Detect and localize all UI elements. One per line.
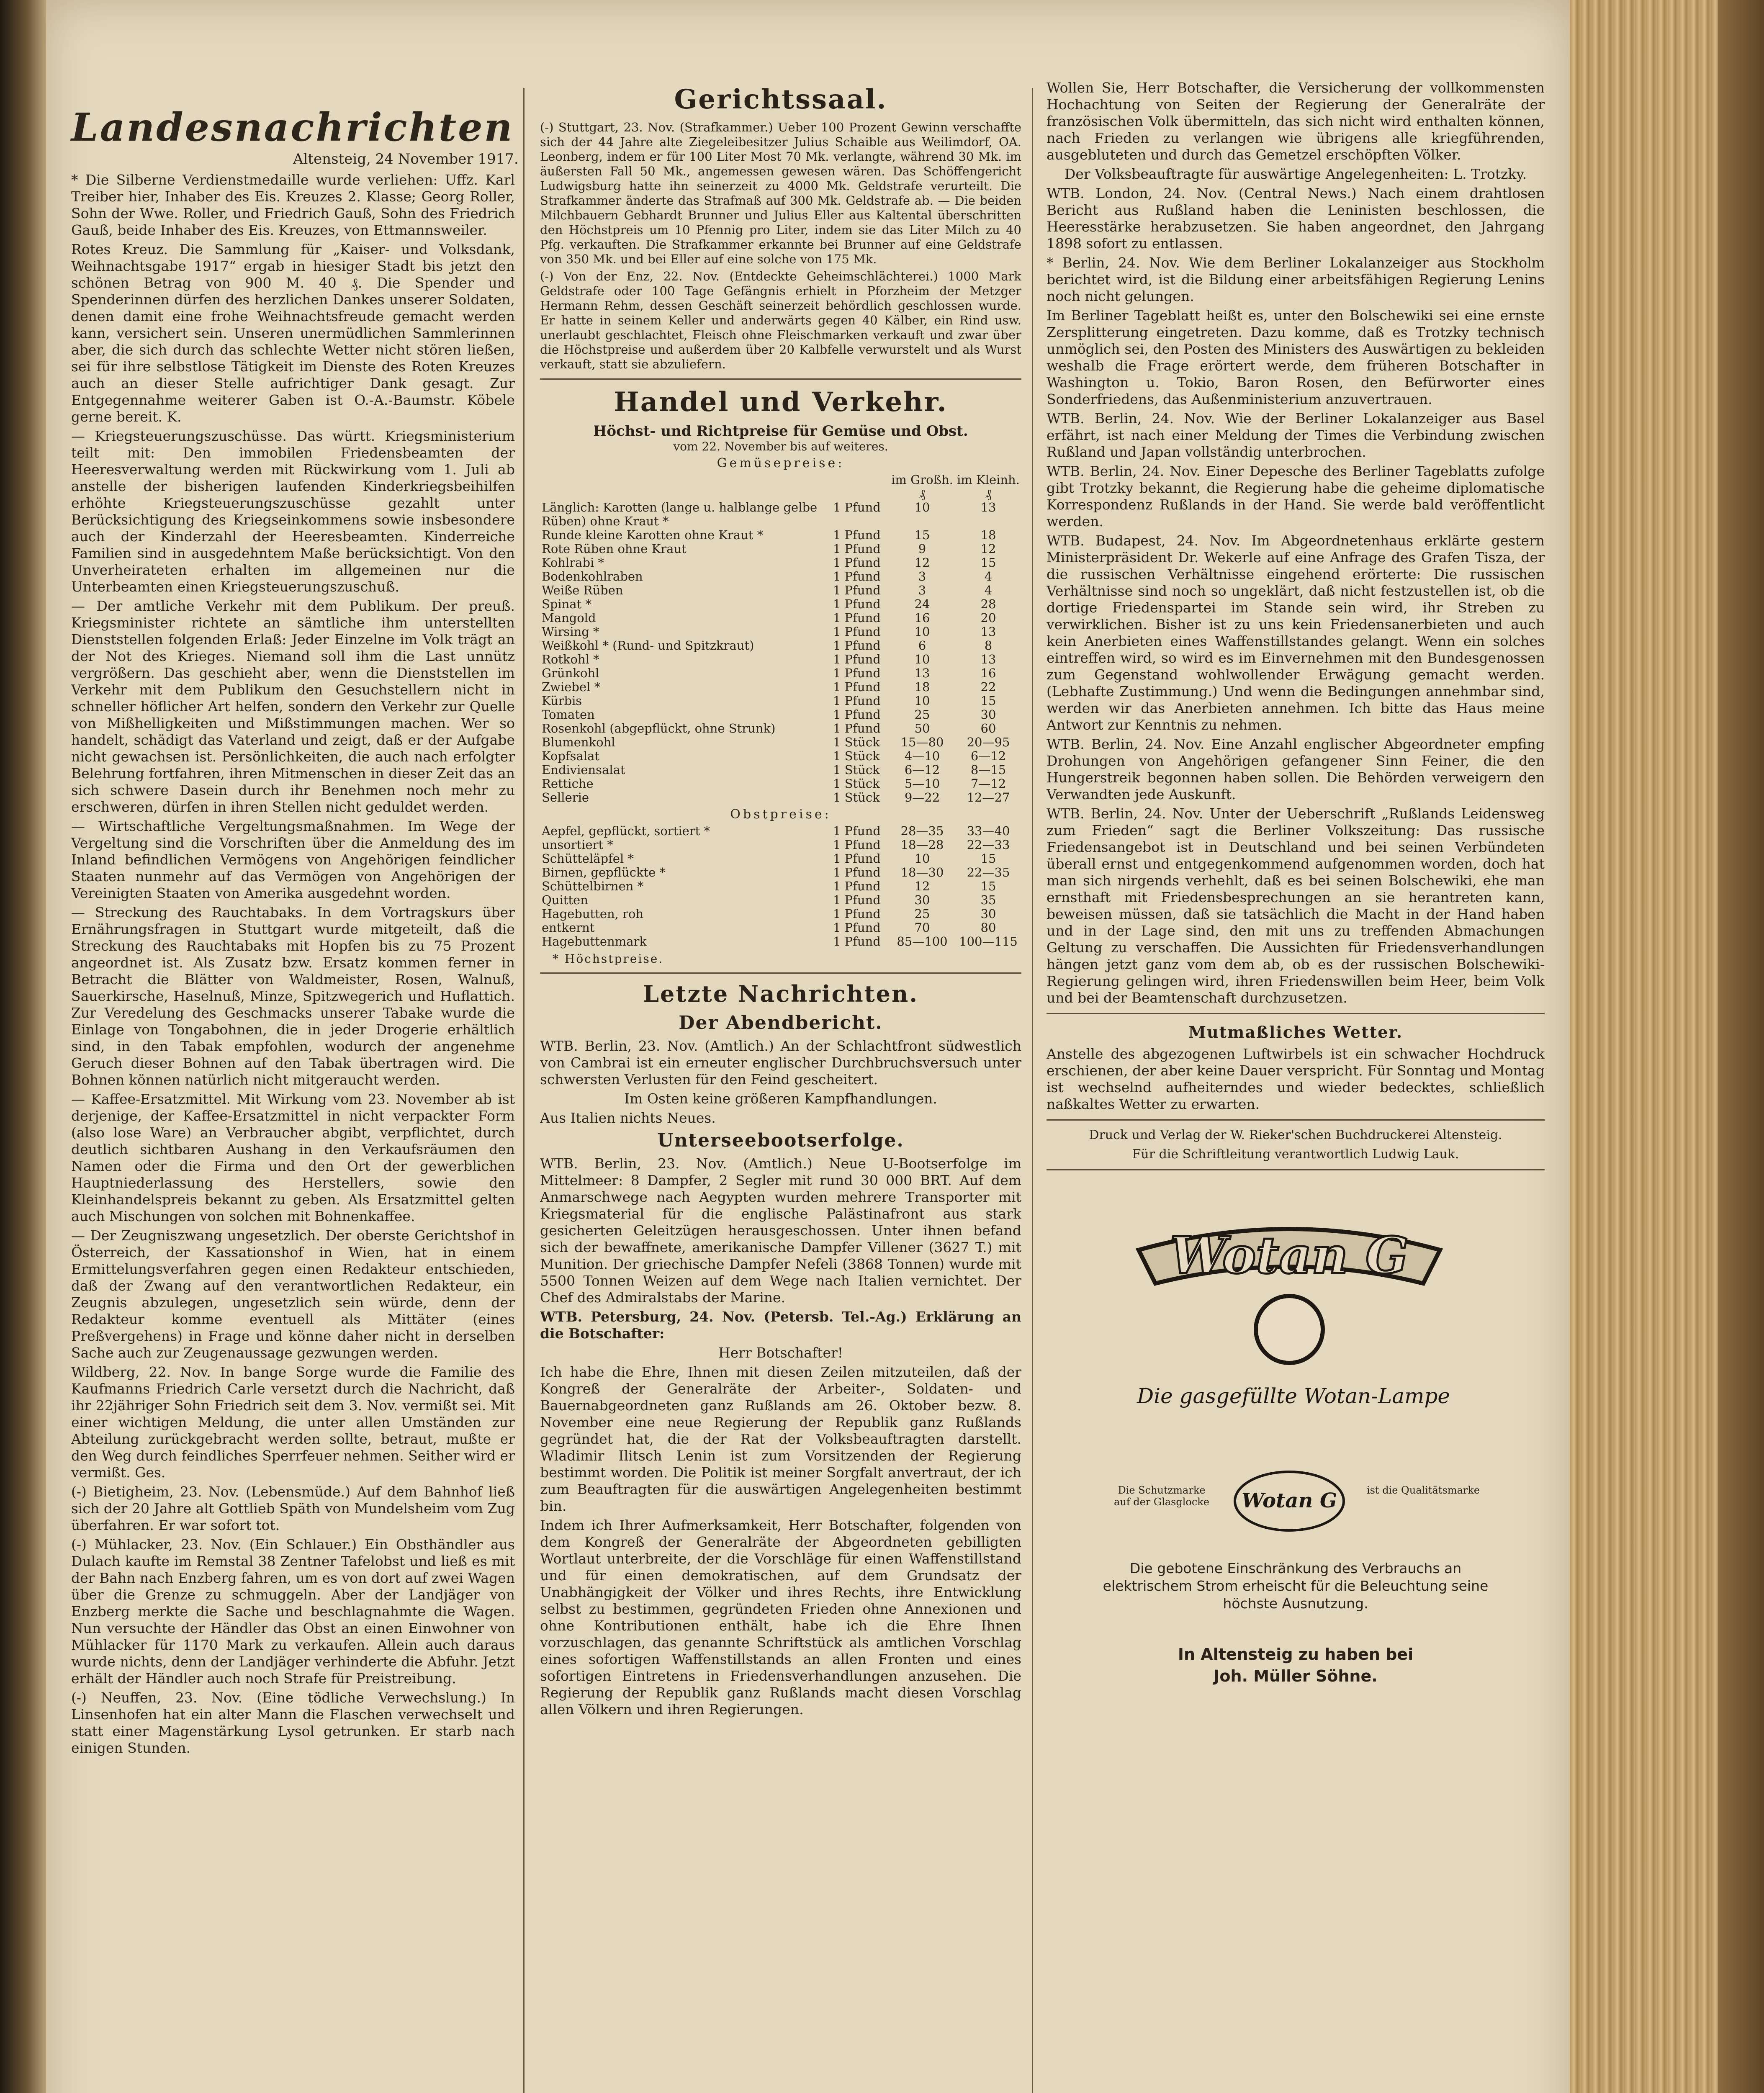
table-row <box>540 542 1021 556</box>
price-cell-unit: 1 Pfund <box>833 652 881 666</box>
newspaper-page <box>46 0 1570 2093</box>
price-cell-r: 12—27 <box>967 790 1010 805</box>
uboat-article-5: Indem ich Ihrer Aufmerksamkeit, Herr Botschafter, folgenden von dem Kongreß der Generalräte der Abgeordneten gebilligten Wortlaut unterbreite, der die Vorschläge für einen Waffenstillstand und für einen demokratischen, auf dem Grundsatz der Unabhängigkeit der Völker und ihres Rechts, ihre Entwicklung selbst zu bestimmen, gegründeten Frieden ohne Annexionen und ohne Kontributionen enthält, habe ich die Ehre Ihnen vorzuschlagen, das genannte Schriftstück als amtlichen Vorschlag eines sofortigen Waffenstillstands an allen Fronten und eines sofortigen Eintretens in Friedensverhandlungen anzusehen. Die Regierung der Republik ganz Rußlands macht diesen Vorschlag allen Völkern und ihren Regierungen. <box>540 1517 1021 1718</box>
price-cell-w: 12 <box>914 555 930 570</box>
column-local-news <box>71 172 515 2093</box>
trademark-right-text: ist die Qualitätsmarke <box>1366 1484 1480 1496</box>
price-cell-w: 18 <box>914 680 930 694</box>
evening-report-heading: Der Abendbericht. <box>679 1012 883 1034</box>
price-cell-unit: 1 Stück <box>833 790 880 805</box>
price-cell-unit: 1 Pfund <box>833 721 881 735</box>
table-row <box>540 824 1021 838</box>
price-cell-unit: 1 Pfund <box>833 625 881 639</box>
price-cell-r: 13 <box>980 625 996 639</box>
price-cell-r: 18 <box>980 528 996 542</box>
price-cell-unit: 1 Pfund <box>833 555 881 570</box>
price-cell-unit: 1 Pfund <box>833 680 881 694</box>
price-cell-name: Zwiebel * <box>542 680 601 694</box>
latest-news-heading: Letzte Nachrichten. <box>643 980 918 1007</box>
price-cell-r: 15 <box>980 555 996 570</box>
wotan-logo <box>1130 1200 1448 1376</box>
telegram-3: WTB. London, 24. Nov. (Central News.) Nach einem drahtlosen Bericht aus Rußland haben die Leninisten beschlossen, die Heeresstärke herabzusetzen. Sie haben angeordnet, den Jahrgang 1898 sofort zu entlassen. <box>1047 185 1545 252</box>
price-cell-unit: 1 Pfund <box>833 907 881 921</box>
price-cell-w: 10 <box>914 500 930 514</box>
prices-date: vom 22. November bis auf weiteres. <box>673 440 888 453</box>
price-cell-w: 3 <box>918 583 926 597</box>
price-cell-r: 13 <box>980 500 996 514</box>
price-cell-unit: 1 Pfund <box>833 597 881 611</box>
table-row <box>540 653 1021 666</box>
price-cell-name: Birnen, gepflückte * <box>542 865 666 879</box>
price-cell-r: 12 <box>980 542 996 556</box>
price-cell-name: Rosenkohl (abgepflückt, ohne Strunk) <box>542 721 776 735</box>
price-cell-name: entkernt <box>542 921 595 935</box>
price-cell-unit: 1 Pfund <box>833 824 881 838</box>
table-row <box>540 893 1021 907</box>
table-row <box>540 584 1021 597</box>
weather-text: Anstelle des abgezogenen Luftwirbels ist ein schwacher Hochdruck erschienen, der aber keine Dauer verspricht. Für Sonntag und Montag ist wechselnd aufheiterndes und wieder bedecktes, schließlich naßkaltes Wetter zu erwarten. <box>1047 1046 1545 1112</box>
price-cell-unit: 1 Pfund <box>833 707 881 722</box>
book-page-edges <box>1570 0 1764 2093</box>
divider <box>1047 1169 1545 1170</box>
table-row <box>540 680 1021 694</box>
price-cell-r: 7—12 <box>970 777 1006 791</box>
price-cell-name: Schüttelbirnen * <box>542 879 644 893</box>
price-cell-r: 8 <box>984 638 993 653</box>
price-cell-w: 70 <box>914 921 930 935</box>
uboat-article-4: Ich habe die Ehre, Ihnen mit diesen Zeilen mitzuteilen, daß der Kongreß der Generalräte der Arbeiter-, Soldaten- und Bauernabgeordneten ganz Rußlands am 26. Oktober bezw. 8. November eine neue Regierung der Republik ganz Rußlands gegründet hat, die der Rat der Volksbeauftragten darstellt. Wladimir Ilitsch Lenin ist zum Vorsitzenden der Regierung bestimmt worden. Die Politik ist meiner Sorgfalt anvertraut, der ich zum Beauftragten für die auswärtigen Angelegenheiten bestimmt bin. <box>540 1364 1021 1514</box>
article-local-2: Rotes Kreuz. Die Sammlung für „Kaiser- und Volksdank, Weihnachtsgabe 1917“ ergab in hiesiger Stadt bis jetzt den schönen Betrag von 900 M. 40 ₰. Die Spender und Spenderinnen dürfen des herzlichen Dankes unserer Soldaten, denen damit eine frohe Weihnachtsfreude gemacht werden kann, versichert sein. Unseren unermüdlichen Sammlerinnen aber, die sich durch das schlechte Wetter nicht stören ließen, sei für ihre selbstlose Tätigkeit im Dienste des Roten Kreuzes auch an dieser Stelle aufrichtiger Dank gesagt. Zur Entgegennahme weiterer Gaben ist O.-A.-Baumstr. Köbele gerne bereit. K. <box>71 241 515 425</box>
price-cell-name: Länglich: Karotten (lange u. halblange gelbe Rüben) ohne Kraut * <box>542 500 818 528</box>
price-cell-name: Weiße Rüben <box>542 583 623 597</box>
ad-notice: Die gebotene Einschränkung des Verbrauchs an elektrischem Strom erheischt für die Beleuchtung seine höchste Ausnutzung. <box>1103 1560 1489 1612</box>
trademark-left-text: Die Schutzmarke auf der Glasglocke <box>1113 1484 1210 1508</box>
table-row <box>540 597 1021 611</box>
price-cell-r: 4 <box>984 569 993 584</box>
price-cell-w: 28—35 <box>900 824 944 838</box>
table-row <box>540 852 1021 866</box>
weather-heading: Mutmaßliches Wetter. <box>1188 1023 1403 1041</box>
wotan-caption: Die gasgefüllte Wotan-Lampe <box>1137 1384 1450 1408</box>
article-local-1: * Die Silberne Verdienstmedaille wurde verliehen: Uffz. Karl Treiber hier, Inhaber des Eis. Kreuzes 2. Klasse; Georg Roller, Sohn der Wwe. Roller, und Friedrich Gauß, Sohn des Friedrich Gauß, beide Inhaber des Eis. Kreuzes, von Ettmannsweiler. <box>71 172 515 238</box>
price-cell-w: 15 <box>914 528 930 542</box>
price-cell-w: 16 <box>914 611 930 625</box>
table-row <box>540 749 1021 763</box>
veg-prices-label: Gemüsepreise: <box>717 456 845 471</box>
telegram-7: WTB. Berlin, 24. Nov. Einer Depesche des Berliner Tageblatts zufolge gibt Trotzky bekannt, die Regierung habe die geheime diplomatische Korrespondenz Rußlands in der Hand. Sie werde bald veröffentlicht werden. <box>1047 463 1545 530</box>
court-heading: Gerichtssaal. <box>674 84 887 115</box>
price-cell-name: Quitten <box>542 893 588 907</box>
evening-article-1: WTB. Berlin, 23. Nov. (Amtlich.) An der Schlachtfront südwestlich von Cambrai ist ein erneuter englischer Durchbruchsversuch unter schwersten Verlusten für den Feind gescheitert. <box>540 1038 1021 1088</box>
table-row <box>540 666 1021 680</box>
table-row <box>540 611 1021 625</box>
table-row <box>540 935 1021 949</box>
price-cell-w: 25 <box>914 907 930 921</box>
trademark-badge-text: Wotan G <box>1242 1489 1337 1512</box>
telegram-4: * Berlin, 24. Nov. Wie dem Berliner Lokalanzeiger aus Stockholm berichtet wird, ist die Bildung einer arbeitsfähigen Regierung Lenins noch nicht gelungen. <box>1047 255 1545 304</box>
article-local-8: — Der Zeugniszwang ungesetzlich. Der oberste Gerichtshof in Österreich, der Kassationshof in Wien, hat in einem Ermittelungsverfahren gegen einen Redakteur entschieden, daß der Zwang auf den verantwortlichen Redakteur, ein Zeugnis abzulegen, ungesetzlich sein würde, denn der Redakteur komme eventuell als Mittäter (eines Preßvergehens) in Frage und könne daher nicht in derselben Sache auch zur Zeugenaussage gezwungen werden. <box>71 1227 515 1361</box>
ad-shop-line2: Joh. Müller Söhne. <box>1214 1667 1378 1685</box>
price-cell-name: Runde kleine Karotten ohne Kraut * <box>542 528 764 542</box>
telegram-2: Der Volksbeauftragte für auswärtige Angelegenheiten: L. Trotzky. <box>1064 166 1527 182</box>
price-cell-name: Hagebutten, roh <box>542 907 644 921</box>
table-row <box>540 556 1021 570</box>
column-rule-1 <box>523 88 525 2093</box>
fruit-prices-label: Obstpreise: <box>730 807 831 822</box>
scan-binding-shadow <box>0 0 46 2093</box>
price-cell-unit: 1 Pfund <box>833 838 881 852</box>
price-cell-r: 16 <box>980 666 996 680</box>
column-telegrams-ads <box>1047 80 1545 2093</box>
price-cell-name: Mangold <box>542 611 596 625</box>
price-cell-w: 85—100 <box>897 934 948 949</box>
price-cell-w: 5—10 <box>904 777 940 791</box>
price-cell-name: Rettiche <box>542 777 594 791</box>
article-local-3: — Kriegsteuerungszuschüsse. Das württ. Kriegsministerium teilt mit: Den immobilen Friedensbeamten der Heeresverwaltung werden mit Rückwirkung vom 1. Juli ab anstelle der bisherigen laufenden Kinderkriegsbeihilfen erhöhte Kriegsteuerungszuschüsse gezahlt unter Berücksichtigung des Kriegseinkommens sowie insbesondere auch der Kinderzahl der Heeresbeamten. Kinderreiche Familien sind in ausgedehntem Maße berücksichtigt. Von den Unverheirateten erhalten im allgemeinen nur die Unterbeamten einen Kriegsteuerungszuschuß. <box>71 428 515 595</box>
price-cell-w: 10 <box>914 625 930 639</box>
masthead-dateline: Altensteig, 24 November 1917. <box>293 151 519 167</box>
price-cell-name: unsortiert * <box>542 838 613 852</box>
price-cell-unit: 1 Pfund <box>833 893 881 907</box>
prices-note: * Höchstpreise. <box>553 952 664 966</box>
table-row <box>540 735 1021 749</box>
price-cell-name: Kohlrabi * <box>542 555 604 570</box>
uboat-article-3: Herr Botschafter! <box>718 1345 843 1361</box>
article-local-7: — Kaffee-Ersatzmittel. Mit Wirkung vom 23. November ab ist derjenige, der Kaffee-Ersatzmittel in nicht verpackter Form (also lose Ware) an Verbraucher abgibt, verpflichtet, durch deutlich sichtbaren Aushang in den Verkaufsräumen den Namen oder die Firma und den Ort der gewerblichen Hauptniederlassung des Herstellers, sowie den Kleinhandelspreis bekannt zu geben. Als Ersatzmittel gelten auch Mischungen von solchen mit Bohnenkaffee. <box>71 1091 515 1224</box>
price-cell-r: 30 <box>980 707 996 722</box>
price-cell-r: 33—40 <box>967 824 1010 838</box>
price-cell-r: 30 <box>980 907 996 921</box>
table-row <box>540 694 1021 708</box>
table-row <box>540 639 1021 653</box>
price-cell-name: Hagebuttenmark <box>542 934 647 949</box>
table-row <box>540 879 1021 893</box>
price-cell-name: Spinat * <box>542 597 592 611</box>
trade-heading: Handel und Verkehr. <box>614 386 948 418</box>
wotan-logo-bulb <box>1256 1296 1323 1363</box>
trademark-badge-icon <box>1227 1463 1352 1539</box>
price-cell-name: Weißkohl * (Rund- und Spitzkraut) <box>542 638 754 653</box>
prices-title: Höchst- und Richtpreise für Gemüse und Obst. <box>593 423 968 440</box>
weather-box <box>1047 1023 1545 1113</box>
uboat-article-1: WTB. Berlin, 23. Nov. (Amtlich.) Neue U-Bootserfolge im Mittelmeer: 8 Dampfer, 2 Segler mit rund 30 000 BRT. Auf dem Anmarschwege nach Aegypten wurden mehrere Transporter mit Kriegsmaterial für die englische Palästinafront aus stark gesicherten Geleitzügen herausgeschossen. Unter ihnen befand sich der bewaffnete, amerikanische Dampfer Villener (3627 T.) mit Munition. Der griechische Dampfer Nefeli (3868 Tonnen) wurde mit 5500 Tonnen Weizen auf dem Wege nach Italien vernichtet. Der Chef des Admiralstabs der Marine. <box>540 1155 1021 1306</box>
table-row <box>540 708 1021 722</box>
divider <box>1047 1119 1545 1121</box>
price-cell-unit: 1 Stück <box>833 763 880 777</box>
column-rule-2 <box>1032 88 1033 2093</box>
price-cell-w: 9 <box>918 542 926 556</box>
trademark-line <box>1097 1459 1494 1543</box>
vegetable-price-table <box>540 473 1021 805</box>
price-cell-name: Tomaten <box>542 707 595 722</box>
price-cell-r: 60 <box>980 721 996 735</box>
table-row <box>540 838 1021 852</box>
price-cell-unit: 1 Stück <box>833 777 880 791</box>
price-cell-w: 6 <box>918 638 926 653</box>
table-row <box>540 570 1021 584</box>
price-cell-w: 6—12 <box>904 763 940 777</box>
telegram-9: WTB. Berlin, 24. Nov. Eine Anzahl englischer Abgeordneter empfing Drohungen von Angehörigen gefangener Sinn Feiner, die den Hungerstreik begonnen haben sollen. Die Behörden verweigern den Verwandten jede Auskunft. <box>1047 736 1545 802</box>
price-cell-unit: 1 Pfund <box>833 879 881 893</box>
price-cell-r: 20—95 <box>967 735 1010 749</box>
price-cell-r: 6—12 <box>970 749 1006 763</box>
table-row <box>540 763 1021 777</box>
price-cell-unit: 1 Pfund <box>833 500 881 514</box>
divider <box>540 972 1021 974</box>
wotan-lamp-advertisement <box>1047 1183 1545 1748</box>
price-cell-r: 13 <box>980 652 996 666</box>
price-cell-unit: 1 Pfund <box>833 851 881 866</box>
evening-article-2: Im Osten keine größeren Kampfhandlungen. <box>624 1090 937 1107</box>
price-cell-r: 80 <box>980 921 996 935</box>
price-cell-w: 13 <box>914 666 930 680</box>
telegram-10: WTB. Berlin, 24. Nov. Unter der Ueberschrift „Rußlands Leidensweg zum Frieden“ sagt die Berliner Volkszeitung: Das russische Friedensangebot ist in Deutschland und bei seinen Verbündeten überall ernst und entgegenkommend aufgenommen worden, doch hat man sich nirgends verhehlt, daß es bei seinen Bolschewiki, ehe man ernsthaft mit Friedensbesprechungen an sie herantreten kann, beweisen müssen, daß sie tatsächlich die Macht in der Hand haben und in der Lage sind, den mit uns zu treffenden Abmachungen Geltung zu verschaffen. Die Aussichten für Friedensverhandlungen hängen jetzt ganz vom dem ab, ob es der russischen Bolschewiki-Regierung gelingen wird, ihren Friedenswillen beim Heer, beim Volk und bei der Beamtenschaft durchzusetzen. <box>1047 805 1545 1006</box>
article-local-9: Wildberg, 22. Nov. In bange Sorge wurde die Familie des Kaufmanns Friedrich Carle versetzt durch die Nachricht, daß ihr 22jähriger Sohn Friedrich seit dem 3. Nov. vermißt sei. Mit einer wichtigen Meldung, die unter allen Umständen zur Abteilung zurückgebracht werden sollte, betraut, mußte er den Weg durch feindliches Sperrfeuer nehmen. Seither wird er vermißt. Ges. <box>71 1364 515 1481</box>
article-local-11: (-) Mühlacker, 23. Nov. (Ein Schlauer.) Ein Obsthändler aus Dulach kaufte im Remstal 38 Zentner Tafelobst und ließ es mit der Bahn nach Enzberg fahren, um es von dort auf zwei Wagen über die Grenze zu schmuggeln. Aber der Landjäger von Enzberg merkte die Sache und beschlagnahmte die Wagen. Nun versuchte der Händler das Obst an einen Einwohner von Mühlacker für 1170 Mark zu verkaufen. Allein auch daraus wurde nichts, denn der Landjäger verhinderte die Abfuhr. Jetzt erhält der Händler auch noch Strafe für Preistreibung. <box>71 1536 515 1687</box>
price-cell-unit: 1 Stück <box>833 749 880 763</box>
price-cell-r: 4 <box>984 583 993 597</box>
price-cell-unit: 1 Pfund <box>833 638 881 653</box>
telegram-5: Im Berliner Tageblatt heißt es, unter den Bolschewiki sei eine ernste Zersplitterung eingetreten. Dazu komme, daß es Trotzky technisch unmöglich sei, den Posten des Ministers des Auswärtigen zu bekleiden weshalb die Frage erörtert werde, dem früheren Botschafter in Washington u. Tokio, Baron Rosen, den Befürworter eines Sonderfriedens, das Außenministerium anzuvertrauen. <box>1047 307 1545 407</box>
price-cell-w: 10 <box>914 851 930 866</box>
price-cell-unit: 1 Pfund <box>833 569 881 584</box>
price-cell-r: 22 <box>980 680 996 694</box>
wotan-logo-text: Wotan G <box>1170 1226 1409 1285</box>
price-cell-w: 18—30 <box>900 865 944 879</box>
price-cell-r: 22—35 <box>967 865 1010 879</box>
article-local-4: — Der amtliche Verkehr mit dem Publikum. Der preuß. Kriegsminister richtete an sämtliche ihm unterstellten Dienststellen folgenden Erlaß: Jeder Einzelne im Volk trägt an der Not des Krieges. Niemand soll ihm die Last unnütz vergrößern. Das geschieht aber, wenn die Dienststellen im Verkehr mit dem Publikum den Gesuchstellern nicht in schneller höflicher Art helfen, sondern den Verkehr zur Quelle von Mißhelligkeiten und Mißstimmungen machen. Wer so handelt, schädigt das Vaterland und zeigt, daß er der Aufgabe nicht gewachsen ist. Persönlichkeiten, die auch nach erfolgter Belehrung fortfahren, ihren Mitmenschen in dieser Zeit das an sich schwere Dasein durch ihr Benehmen noch mehr zu erschweren, dürfen in ihren Stellen nicht geduldet werden. <box>71 598 515 815</box>
price-cell-w: 15—80 <box>900 735 944 749</box>
price-cell-unit: 1 Stück <box>833 735 880 749</box>
price-cell-name: Aepfel, gepflückt, sortiert * <box>542 824 710 838</box>
price-cell-w: 18—28 <box>900 838 944 852</box>
price-cell-name: Kürbis <box>542 694 582 708</box>
article-local-6: — Streckung des Rauchtabaks. In dem Vortragskurs über Ernährungsfragen in Stuttgart wurde mitgeteilt, daß die Streckung des Rauchtabaks mit Hopfen bis zu 75 Prozent angeordnet ist. Als Zusatz bzw. Ersatz kommen ferner in Betracht die Blätter von Waldmeister, Rosen, Walnuß, Sauerkirsche, Haselnuß, Minze, Spitzwegerich und Huflattich. Zur Veredelung des Geschmacks unserer Tabake wurde die Einlage von Tongabohnen, die in jeder Drogerie erhältlich sind, in den Tabak empfohlen, wodurch der angenehme Geruch dieser Bohnen auf den Tabak übertragen wird. Die Bohnen können natürlich nicht mitgeraucht werden. <box>71 904 515 1088</box>
telegram-6: WTB. Berlin, 24. Nov. Wie der Berliner Lokalanzeiger aus Basel erfährt, ist nach einer Meldung der Times die Verbindung zwischen Rußland und Japan vollständig unterbrochen. <box>1047 410 1545 460</box>
price-cell-r: 8—15 <box>970 763 1006 777</box>
price-cell-name: Kopfsalat <box>542 749 600 763</box>
price-cell-name: Rote Rüben ohne Kraut <box>542 542 687 556</box>
price-cell-name: Schütteläpfel * <box>542 851 634 866</box>
price-cell-w: 12 <box>914 879 930 893</box>
price-cell-w: 9—22 <box>904 790 940 805</box>
price-cell-unit: 1 Pfund <box>833 921 881 935</box>
price-cell-unit: 1 Pfund <box>833 865 881 879</box>
col-wholesale-header: im Großh. ₰ <box>891 473 953 501</box>
price-cell-r: 28 <box>980 597 996 611</box>
price-cell-name: Wirsing * <box>542 625 599 639</box>
table-row <box>540 625 1021 639</box>
price-cell-w: 3 <box>918 569 926 584</box>
article-local-12: (-) Neuffen, 23. Nov. (Eine tödliche Verwechslung.) In Linsenhofen hat ein alter Mann die Flaschen verwechselt und statt einer Magenstärkung Lysol getrunken. Er starb nach einigen Stunden. <box>71 1689 515 1756</box>
telegram-8: WTB. Budapest, 24. Nov. Im Abgeordnetenhaus erklärte gestern Ministerpräsident Dr. Wekerle auf eine Anfrage des Grafen Tisza, der die russischen Verhältnisse eingehend erörterte: Die russischen Verhältnisse sind noch so ungeklärt, daß nicht festzustellen ist, ob die dortige Friedenspartei im Stande sein wird, ihr Streben zu verwirklichen. Bisher ist zu uns kein Friedensanerbieten und auch kein Anerbieten eines Waffenstillstandes gelangt. Wenn ein solches eintreffen wird, so wird es im Einvernehmen mit den Bundesgenossen zum Gegenstand wohlwollender Erwägung gemacht werden. (Lebhafte Zustimmung.) Und wenn die Bedingungen annehmbar sind, werden wir das Anerbieten annehmen. Ich bitte das Haus meine Antwort zur Kenntnis zu nehmen. <box>1047 532 1545 733</box>
masthead-title: Landesnachrichten <box>71 105 514 150</box>
court-article-2: (-) Von der Enz, 22. Nov. (Entdeckte Geheimschlächterei.) 1000 Mark Geldstrafe oder 100 Tage Gefängnis erhielt in Pforzheim der Metzger Hermann Rehm, dessen Geschäft seinerzeit behördlich geschlossen wurde. Er hatte in seinem Keller und anderwärts gegen 40 Kälber, ein Rind usw. unerlaubt geschlachtet, Fleisch ohne Fleischmarken verkauft und zwar über die Höchstpreise und außerdem über 20 Kalbfelle verwurstelt und als Wurst verkauft, statt sie abzuliefern. <box>540 269 1021 371</box>
price-cell-r: 15 <box>980 694 996 708</box>
price-cell-r: 20 <box>980 611 996 625</box>
price-cell-w: 10 <box>914 652 930 666</box>
column-court-trade-news <box>540 80 1021 2093</box>
price-cell-w: 24 <box>914 597 930 611</box>
evening-article-3: Aus Italien nichts Neues. <box>540 1110 716 1126</box>
price-cell-w: 30 <box>914 893 930 907</box>
price-cell-name: Endiviensalat <box>542 763 625 777</box>
imprint-publisher: Druck und Verlag der W. Rieker'schen Buchdruckerei Altensteig. <box>1089 1128 1502 1142</box>
ad-shop-line1: In Altensteig zu haben bei <box>1178 1645 1414 1664</box>
fruit-price-table <box>540 824 1021 949</box>
ad-shop <box>1097 1643 1494 1687</box>
table-row <box>540 791 1021 805</box>
table-row <box>540 722 1021 735</box>
table-row <box>540 907 1021 921</box>
table-row <box>540 501 1021 528</box>
price-cell-r: 15 <box>980 879 996 893</box>
price-cell-w: 25 <box>914 707 930 722</box>
price-cell-name: Sellerie <box>542 790 589 805</box>
divider <box>540 378 1021 380</box>
article-local-5: — Wirtschaftliche Vergeltungsmaßnahmen. Im Wege der Vergeltung sind die Vorschriften über die Anmeldung des im Inland befindlichen Vermögens von Angehörigen feindlicher Staaten nunmehr auf das Vermögen von Angehörigen der Vereinigten Staaten von Amerika ausgedehnt worden. <box>71 818 515 901</box>
uboat-heading: Unterseebootserfolge. <box>657 1130 904 1151</box>
price-cell-name: Blumenkohl <box>542 735 615 749</box>
table-row <box>540 866 1021 879</box>
price-cell-unit: 1 Pfund <box>833 542 881 556</box>
price-cell-unit: 1 Pfund <box>833 694 881 708</box>
court-article-1: (-) Stuttgart, 23. Nov. (Strafkammer.) Ueber 100 Prozent Gewinn verschaffte sich der 44 Jahre alte Ziegeleibesitzer Julius Schaible aus Weilimdorf, OA. Leonberg, indem er für 100 Liter Most 70 Mk. verlangte, während 30 Mk. im äußersten Fall 50 Mk., angemessen gewesen wären. Das Schöffengericht Ludwigsburg hatte ihn seinerzeit zu 4000 Mk. Geldstrafe verurteilt. Die Strafkammer änderte das Strafmaß auf 300 Mk. Geldstrafe ab. — Die beiden Milchbauern Gebhardt Brunner und Julius Eller aus Kaltental überschritten den Höchstpreis um 10 Pfennig pro Liter, indem sie das Liter Milch zu 40 Pfg. verkauften. Die Strafkammer erkannte bei Brunner auf eine Geldstrafe von 350 Mk. und bei Eller auf eine solche von 175 Mk. <box>540 120 1021 266</box>
price-cell-name: Grünkohl <box>542 666 599 680</box>
uboat-article-2: WTB. Petersburg, 24. Nov. (Petersb. Tel.-Ag.) Erklärung an die Botschafter: <box>540 1309 1021 1342</box>
price-cell-unit: 1 Pfund <box>833 934 881 949</box>
telegram-1: Wollen Sie, Herr Botschafter, die Versicherung der vollkommensten Hochachtung von Seiten der Regierung der Generalräte der französischen Volk übermitteln, das sich nicht wird enthalten können, nach Frieden zu verlangen wie übrigens alle kriegführenden, ausgebluteten und durch das Gemetzel erschöpften Völker. <box>1047 80 1545 163</box>
divider <box>1047 1013 1545 1014</box>
price-cell-r: 15 <box>980 851 996 866</box>
imprint-editor: Für die Schriftleitung verantwortlich Ludwig Lauk. <box>1132 1147 1459 1162</box>
price-cell-r: 100—115 <box>959 934 1018 949</box>
price-cell-unit: 1 Pfund <box>833 583 881 597</box>
price-cell-w: 10 <box>914 694 930 708</box>
article-local-10: (-) Bietigheim, 23. Nov. (Lebensmüde.) Auf dem Bahnhof ließ sich der 20 Jahre alt Gottlieb Späth von Mundelsheim vom Zug überfahren. Er war sofort tot. <box>71 1484 515 1533</box>
col-retail-header: im Kleinh. ₰ <box>957 473 1020 501</box>
table-row <box>540 921 1021 935</box>
price-cell-unit: 1 Pfund <box>833 528 881 542</box>
price-cell-w: 4—10 <box>904 749 940 763</box>
price-cell-r: 22—33 <box>967 838 1010 852</box>
price-cell-r: 35 <box>980 893 996 907</box>
price-cell-unit: 1 Pfund <box>833 666 881 680</box>
price-cell-name: Rotkohl * <box>542 652 599 666</box>
price-cell-name: Bodenkohlraben <box>542 569 643 584</box>
table-row <box>540 777 1021 791</box>
price-cell-w: 50 <box>914 721 930 735</box>
table-row <box>540 528 1021 542</box>
price-cell-unit: 1 Pfund <box>833 611 881 625</box>
